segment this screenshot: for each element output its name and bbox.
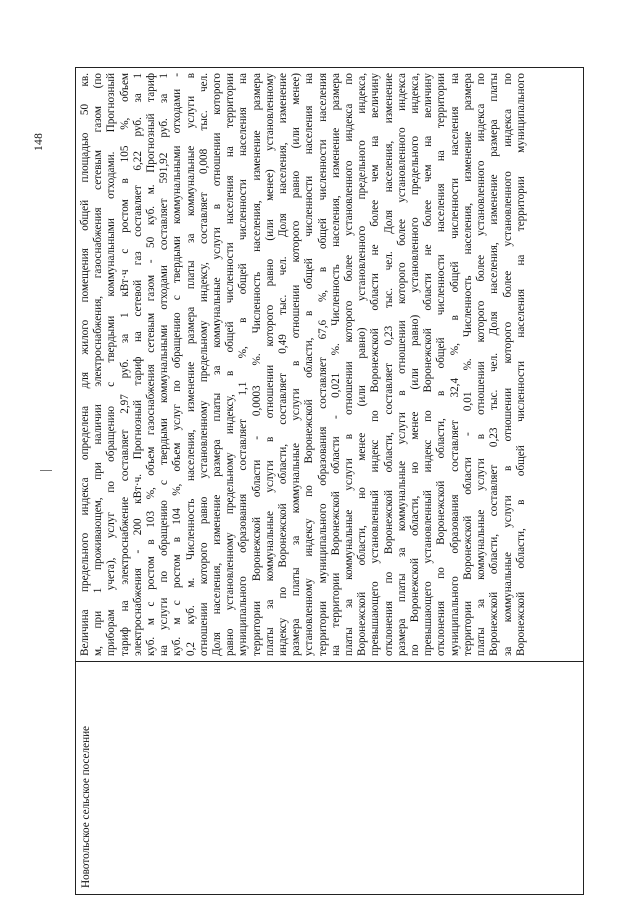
description-line: установленному индексу по Воронежской области, в общей численности населения на (303, 73, 316, 656)
description-line: тариф на электроснабжение составляет 2,97 руб. за 1 кВт·ч с ростом в 105 %, объем (118, 73, 131, 656)
description-line: размера платы за коммунальные услуги в отношении которого более установленного индекса (395, 73, 408, 656)
description-line: размера платы за коммунальные услуги в отношении которого равно (или менее) (290, 73, 303, 656)
description-line: куб. м с ростом в 104 %, объем услуг по обращению с твердыми коммунальными отходами - (171, 73, 184, 656)
description-line: Величина предельного индекса определена для жилого помещения общей площадью 50 кв. (79, 73, 91, 656)
description-line: отклонения по Воронежской области, в общей численности населения на территории (435, 73, 448, 656)
margin-mark (40, 470, 52, 471)
description-line: приборам учета), услуг по обращению с твердыми коммунальными отходами. Прогнозный (105, 73, 118, 656)
description-cell (76, 68, 583, 661)
description-line: платы за коммунальные услуги в отношении которого равно (или менее) установленному (263, 73, 276, 656)
page-number: 148 (33, 132, 45, 151)
description-line: Воронежской области, в общей численности населения на территории муниципального (514, 73, 527, 656)
municipality-name: Новотольское сельское поселение (80, 725, 92, 888)
description-line: м, при 1 проживающем, при наличии электроснабжения, газоснабжения сетевым газом (по (92, 73, 105, 656)
description-line: платы за коммунальные услуги в отношении которого более установленного индекса по (343, 73, 356, 656)
description-line: муниципального образования составляет 32,4 %, в общей численности населения на (448, 73, 461, 656)
description-line: платы за коммунальные услуги в отношении которого более установленного индекса по (475, 73, 488, 656)
description-line: индексу по Воронежской области, составляет 0,49 тыс. чел. Доля населения, изменение (277, 73, 290, 656)
municipality-cell (76, 661, 583, 894)
description-line: куб. м с ростом в 103 %, объем газоснабжения сетевым газом - 50 куб. м. Прогнозный тариф (145, 73, 158, 656)
description-line: территории Воронежской области - 0,0003 %. Численность населения, изменение размера (250, 73, 263, 656)
description-line: на услуги по обращению с твердыми коммунальными отходами составляет 591,92 руб. за 1 (158, 73, 171, 656)
description-line: территории Воронежской области - 0,01 %. Численность населения, изменение размера (461, 73, 474, 656)
description-line: на территории Воронежской области - 0,021 %. Численность населения, изменение размера (329, 73, 342, 656)
description-line: Воронежской области, но менее (или равно) установленного предельного индекса, (356, 73, 369, 656)
index-table (75, 67, 584, 895)
description-line: Доля населения, изменение размера платы за коммунальные услуги в отношении которого (211, 73, 224, 656)
description-line: территории муниципального образования составляет 67,6 %, в общей численности населения (316, 73, 329, 656)
description-line: 0,2 куб. м. Численность населения, изменение размера платы за коммунальные услуги в (184, 73, 197, 656)
description-line: муниципального образования составляет 1,1 %, в общей численности населения на (237, 73, 250, 656)
description-line: превышающего установленный индекс по Воронежской области не более чем на величину (422, 73, 435, 656)
description-line: электроснабжения - 200 кВт·ч. Прогнозный тариф на сетевой газ составляет 6,22 руб. за 1 (131, 73, 144, 656)
description-line: отклонения по Воронежской области, составляет 0,23 тыс. чел. Доля населения, изменение (382, 73, 395, 656)
description-line: за коммунальные услуги в отношении которого более установленного индекса по (501, 73, 514, 656)
description-line: Воронежской области, составляет 0,23 тыс. чел. Доля населения, изменение размера платы (488, 73, 501, 656)
description-line: превышающего установленный индекс по Воронежской области не более чем на величину (369, 73, 382, 656)
description-line: по Воронежской области, но менее (или равно) установленного предельного индекса, (409, 73, 422, 656)
description-line: отношении которого равно установленному предельному индексу, составляет 0,008 тыс. чел. (197, 73, 210, 656)
description-line: равно установленному предельному индексу, в общей численности населения на территории (224, 73, 237, 656)
